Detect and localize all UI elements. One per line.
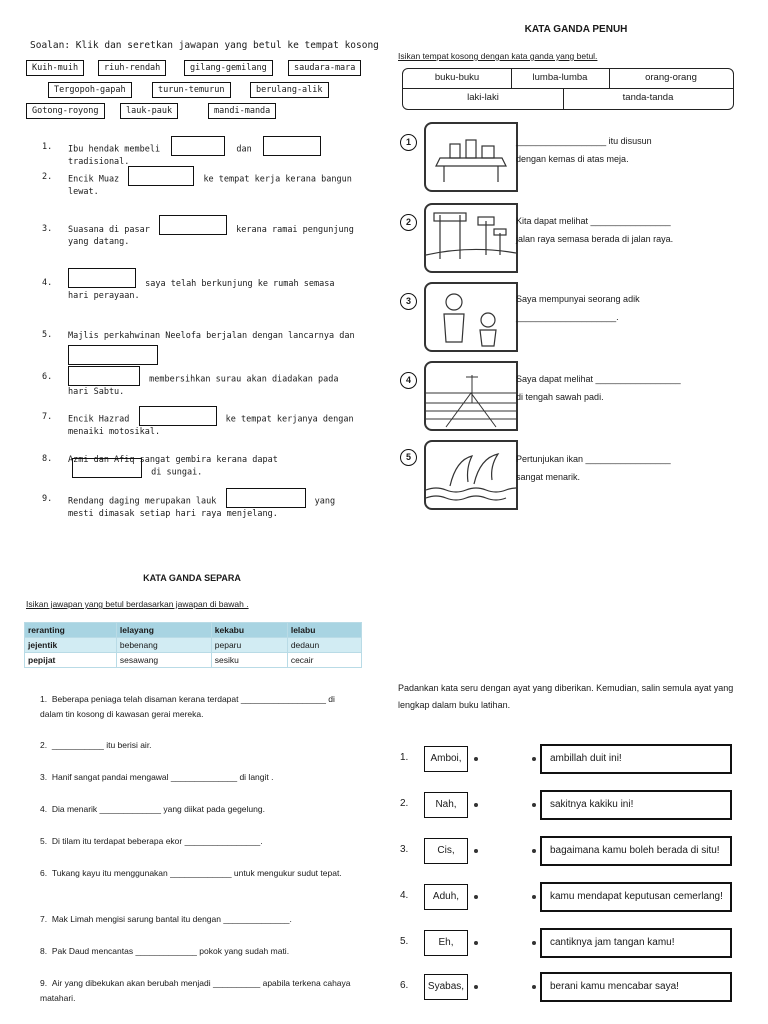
match-dot[interactable] [532,941,536,945]
question-text: Beberapa peniaga telah disaman kerana terdapat __________________ di dalam tin kosong di kawasan gerai mereka. [40,694,335,719]
word-bank-item: laki-laki [467,92,499,103]
sentence-line: Saya dapat melihat _________________ [516,374,681,384]
sentence-line: dengan kemas di atas meja. [516,154,629,164]
match-right-item[interactable]: sakitnya kakiku ini! [540,790,732,820]
item-sentence [516,450,736,486]
question-row [40,692,360,722]
question-number: 3. [42,224,53,234]
table-cell: peparu [211,638,287,653]
drop-box[interactable] [68,366,140,386]
match-dot[interactable] [474,985,478,989]
word-bank-item: buku-buku [434,72,480,83]
match-row [384,882,768,922]
item-sentence [516,290,736,326]
answer-chip[interactable]: Kuih-muih [26,60,84,76]
drop-box[interactable] [226,488,306,508]
question-text: tradisional. [68,157,130,167]
match-row [384,928,768,968]
match-dot[interactable] [532,803,536,807]
item-number: 4 [400,372,417,389]
answer-chip[interactable]: saudara-mara [288,60,361,76]
sentence-line: Kita dapat melihat ________________ [516,216,671,226]
picture-books-on-table [424,122,518,192]
item-sentence [516,370,736,406]
question-text: ke tempat kerjanya dengan menaiki motosikal. [68,414,354,437]
question-number: 5. [40,836,48,846]
match-left-item[interactable]: Amboi, [424,746,468,772]
question-number: 2. [40,740,48,750]
question-number: 3. [40,772,48,782]
question-text: Azmi dan Afiq sangat gembira kerana dapat [68,455,278,465]
table-cell: sesiku [211,653,287,668]
drop-box[interactable] [68,268,136,288]
table-cell: sesawang [116,653,211,668]
drop-box[interactable] [139,406,217,426]
question-number: 8. [42,454,53,464]
picture-paddy-field [424,361,518,431]
row-number: 4. [400,890,409,901]
question-number: 4. [42,278,53,288]
question-number: 1. [40,694,48,704]
question-number: 9. [42,494,53,504]
question-text: saya telah berkunjung ke rumah semasa hari perayaan. [68,279,335,301]
question-number: 9. [40,978,48,988]
table-cell: lelabu [287,623,361,638]
match-left-item[interactable]: Nah, [424,792,468,818]
drop-box[interactable] [159,215,227,235]
sentence-line: Pertunjukan ikan _________________ [516,454,671,464]
sentence-line: di tengah sawah padi. [516,392,604,402]
match-dot[interactable] [532,895,536,899]
question-text: Hanif sangat pandai mengawal ______________ di langit . [51,772,274,782]
section-instruction: Isikan tempat kosong dengan kata ganda yang betul. [398,51,598,61]
item-number: 3 [400,293,417,310]
match-row [384,790,768,830]
match-left-item[interactable]: Eh, [424,930,468,956]
table-cell: kekabu [211,623,287,638]
table-cell: cecair [287,653,361,668]
match-right-item[interactable]: kamu mendapat keputusan cemerlang! [540,882,732,912]
question-text: Ibu hendak membeli [68,144,161,155]
word-bank-item: orang-orang [645,72,697,83]
item-sentence [516,132,736,168]
question-text: Suasana di pasar [68,225,150,235]
question-text: Encik Muaz [68,174,120,185]
row-number: 2. [400,798,409,809]
picture-dolphins [424,440,518,510]
question-text: dan [236,144,252,155]
worksheet-kata-ganda-separa [0,560,384,1024]
match-right-item[interactable]: berani kamu mencabar saya! [540,972,732,1002]
answer-chip[interactable]: gilang-gemilang [184,60,273,76]
word-bank [402,68,734,110]
section-title: KATA GANDA PENUH [524,24,628,35]
answer-table [24,622,362,668]
drop-box[interactable] [72,458,142,478]
answer-chip[interactable]: Tergopoh-gapah [48,82,132,98]
sentence-line: sangat menarik. [516,472,581,482]
worksheet-kata-ganda-drag [0,0,384,540]
answer-chip[interactable]: turun-temurun [152,82,231,98]
question-number: 1. [42,142,53,152]
question-text: ke tempat kerja kerana bangun lewat. [68,174,352,197]
match-dot[interactable] [532,757,536,761]
question-text: kerana ramai pengunjung yang datang. [68,225,354,247]
match-dot[interactable] [474,895,478,899]
match-dot[interactable] [532,985,536,989]
answer-chip[interactable]: lauk-pauk [120,103,178,119]
question-text: Dia menarik _____________ yang diikat pada gegelung. [51,804,265,814]
question-row [40,770,360,785]
question-text: yang mesti dimasak setiap hari raya menjelang. [68,496,336,519]
question-number: 6. [40,868,48,878]
question-number: 7. [42,412,53,422]
section-instruction: Isikan jawapan yang betul berdasarkan jawapan di bawah . [26,599,249,609]
sentence-line: Saya mempunyai seorang adik [516,294,640,304]
table-cell: bebenang [116,638,211,653]
table-cell: lelayang [116,623,211,638]
question-text: Di tilam itu terdapat beberapa ekor ________________. [51,836,263,846]
drop-box[interactable] [171,136,225,156]
match-dot[interactable] [532,849,536,853]
question-text: membersihkan surau akan diadakan pada hari Sabtu. [68,374,339,397]
question-row [40,976,360,1006]
question-number: 2. [42,172,53,182]
match-dot[interactable] [474,803,478,807]
table-cell: jejentik [25,638,117,653]
match-dot[interactable] [474,849,478,853]
q1-instruction: Soalan: Klik dan seretkan jawapan yang betul ke tempat kosong [30,40,379,51]
sentence-line: jalan raya semasa berada di jalan raya. [516,234,674,244]
match-dot[interactable] [474,941,478,945]
question-text: Pak Daud mencantas _____________ pokok yang sudah mati. [51,946,290,956]
question-row [40,802,360,817]
worksheet-kata-seru [384,660,768,1024]
table-cell: reranting [25,623,117,638]
question-row [40,912,360,927]
row-number: 3. [400,844,409,855]
question-number: 6. [42,372,53,382]
answer-chip[interactable]: berulang-alik [250,82,329,98]
table-cell: dedaun [287,638,361,653]
item-number: 1 [400,134,417,151]
match-right-item[interactable]: cantiknya jam tangan kamu! [540,928,732,958]
question-row [40,866,360,881]
word-bank-item: tanda-tanda [622,92,674,103]
answer-chip[interactable]: Gotong-royong [26,103,105,119]
drop-box[interactable] [128,166,194,186]
row-number: 1. [400,752,409,763]
item-sentence [516,212,736,248]
worksheet-kata-ganda-penuh [384,0,768,520]
question-text: ___________ itu berisi air. [51,740,152,750]
item-number: 2 [400,214,417,231]
drop-box[interactable] [68,345,158,365]
question-number: 8. [40,946,48,956]
question-row [40,738,360,753]
sentence-line: ____________________. [516,312,619,322]
picture-children [424,282,518,352]
question-row [40,944,360,959]
question-text: Encik Hazrad [68,414,130,425]
question-number: 5. [42,330,53,340]
question-text: Rendang daging merupakan lauk [68,496,217,507]
match-row [384,836,768,876]
answer-chip[interactable]: riuh-rendah [98,60,166,76]
question-text: Air yang dibekukan akan berubah menjadi __________ apabila terkena cahaya matahari. [40,978,351,1003]
match-right-item[interactable]: bagaimana kamu boleh berada di situ! [540,836,732,866]
match-right-item[interactable]: ambillah duit ini! [540,744,732,774]
question-number: 7. [40,914,48,924]
question-text: Mak Limah mengisi sarung bantal itu dengan ______________. [51,914,292,924]
question-text: Tukang kayu itu menggunakan _____________ untuk mengukur sudut tepat. [51,868,342,878]
word-bank-item: lumba-lumba [532,72,588,83]
match-left-item[interactable]: Syabas, [424,974,468,1000]
drop-box[interactable] [263,136,321,156]
question-text: Majlis perkahwinan Neelofa berjalan dengan lancarnya dan [68,331,355,341]
section-title: KATA GANDA SEPARA [143,573,241,583]
row-number: 6. [400,980,409,991]
match-row [384,972,768,1012]
answer-chip[interactable]: mandi-manda [208,103,276,119]
match-left-item[interactable]: Cis, [424,838,468,864]
item-number: 5 [400,449,417,466]
question-number: 4. [40,804,48,814]
match-left-item[interactable]: Aduh, [424,884,468,910]
match-row [384,744,768,784]
table-cell: pepijat [25,653,117,668]
question-row [40,834,360,849]
sentence-line: __________________ itu disusun [516,136,652,146]
match-dot[interactable] [474,757,478,761]
row-number: 5. [400,936,409,947]
section-instruction: Padankan kata seru dengan ayat yang diberikan. Kemudian, salin semula ayat yang lengkap dalam buku latihan. [398,683,734,710]
picture-road-signs [424,203,518,273]
question-text: di sungai. [151,467,203,478]
